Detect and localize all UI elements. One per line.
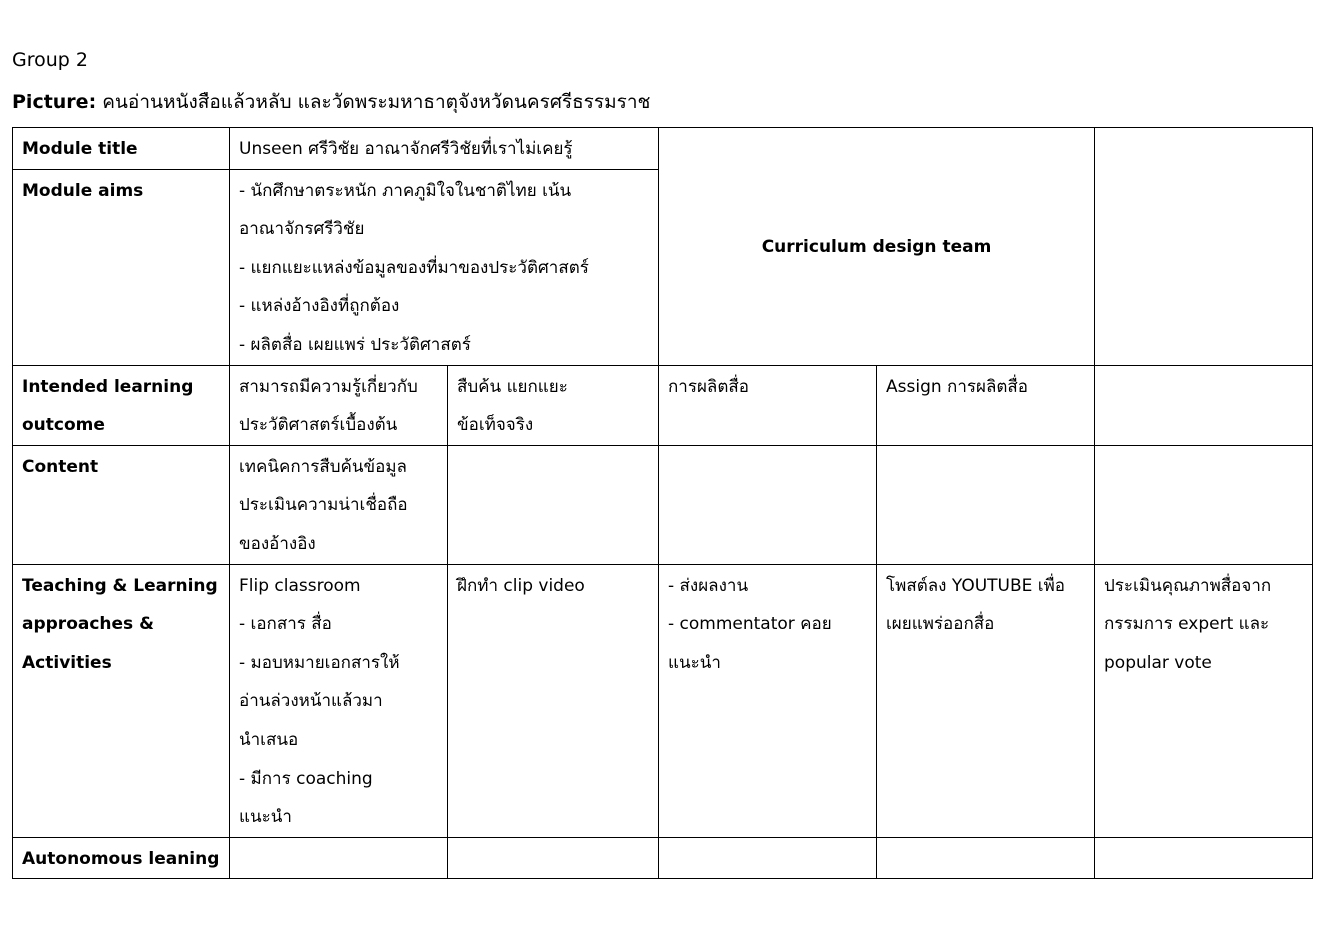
intended-learning-outcome-row — [13, 365, 1313, 445]
ilo-cell: สามารถมีความรู้เกี่ยวกับ ประวัติศาสตร์เบื้องต้น — [230, 365, 448, 445]
ilo-cell: สืบค้น แยกแยะ ข้อเท็จจริง — [448, 365, 659, 445]
module-design-table — [12, 127, 1313, 879]
module-aim-line: - ผลิตสื่อ เผยแพร่ ประวัติศาสตร์ — [239, 334, 471, 355]
autonomous-cell — [659, 837, 877, 879]
module-title-label: Module title — [13, 128, 230, 170]
teaching-cell: ประเมินคุณภาพสื่อจาก กรรมการ expert และ popular vote — [1095, 564, 1313, 837]
teaching-learning-row — [13, 564, 1313, 837]
module-aims-value — [230, 169, 659, 365]
picture-line — [12, 90, 650, 114]
module-aim-line: อาณาจักรศรีวิชัย — [239, 219, 365, 240]
teaching-cell: โพสต์ลง YOUTUBE เพื่อ เผยแพร่ออกสื่อ — [877, 564, 1095, 837]
picture-label: Picture: — [12, 91, 97, 113]
module-title-row — [13, 128, 1313, 170]
teaching-cell: ฝึกทำ clip video — [448, 564, 659, 837]
module-aim-line: - แยกแยะแหล่งข้อมูลของที่มาของประวัติศาสตร์ — [239, 257, 589, 278]
content-cell: เทคนิคการสืบค้นข้อมูล ประเมินความน่าเชื่อถือ ของอ้างอิง — [230, 445, 448, 564]
empty-top-right-cell — [1095, 128, 1313, 366]
module-aim-line: - แหล่งอ้างอิงที่ถูกต้อง — [239, 296, 400, 317]
teaching-learning-label: Teaching & Learning approaches & Activities — [13, 564, 230, 837]
module-aim-line: - นักศึกษาตระหนัก ภาคภูมิใจในชาติไทย เน้น — [239, 180, 572, 201]
group-title: Group 2 — [12, 49, 88, 71]
autonomous-cell — [1095, 837, 1313, 879]
autonomous-row — [13, 837, 1313, 879]
autonomous-cell — [877, 837, 1095, 879]
teaching-cell: - ส่งผลงาน - commentator คอย แนะนำ — [659, 564, 877, 837]
module-title-value: Unseen ศรีวิชัย อาณาจักศรีวิชัยที่เราไม่เคยรู้ — [230, 128, 659, 170]
content-cell — [659, 445, 877, 564]
picture-text: คนอ่านหนังสือแล้วหลับ และวัดพระมหาธาตุจังหวัดนครศรีธรรมราช — [102, 91, 651, 113]
content-row — [13, 445, 1313, 564]
intended-learning-outcome-label: Intended learning outcome — [13, 365, 230, 445]
autonomous-cell — [448, 837, 659, 879]
ilo-cell — [1095, 365, 1313, 445]
curriculum-design-team: Curriculum design team — [659, 128, 1095, 366]
autonomous-label: Autonomous leaning — [13, 837, 230, 879]
ilo-cell: การผลิตสื่อ — [659, 365, 877, 445]
autonomous-cell — [230, 837, 448, 879]
content-cell — [877, 445, 1095, 564]
content-cell — [448, 445, 659, 564]
content-cell — [1095, 445, 1313, 564]
module-aims-label: Module aims — [13, 169, 230, 365]
content-label: Content — [13, 445, 230, 564]
ilo-cell: Assign การผลิตสื่อ — [877, 365, 1095, 445]
teaching-cell: Flip classroom - เอกสาร สื่อ - มอบหมายเอกสารให้ อ่านล่วงหน้าแล้วมา นำเสนอ - มีการ coaching แนะนำ — [230, 564, 448, 837]
